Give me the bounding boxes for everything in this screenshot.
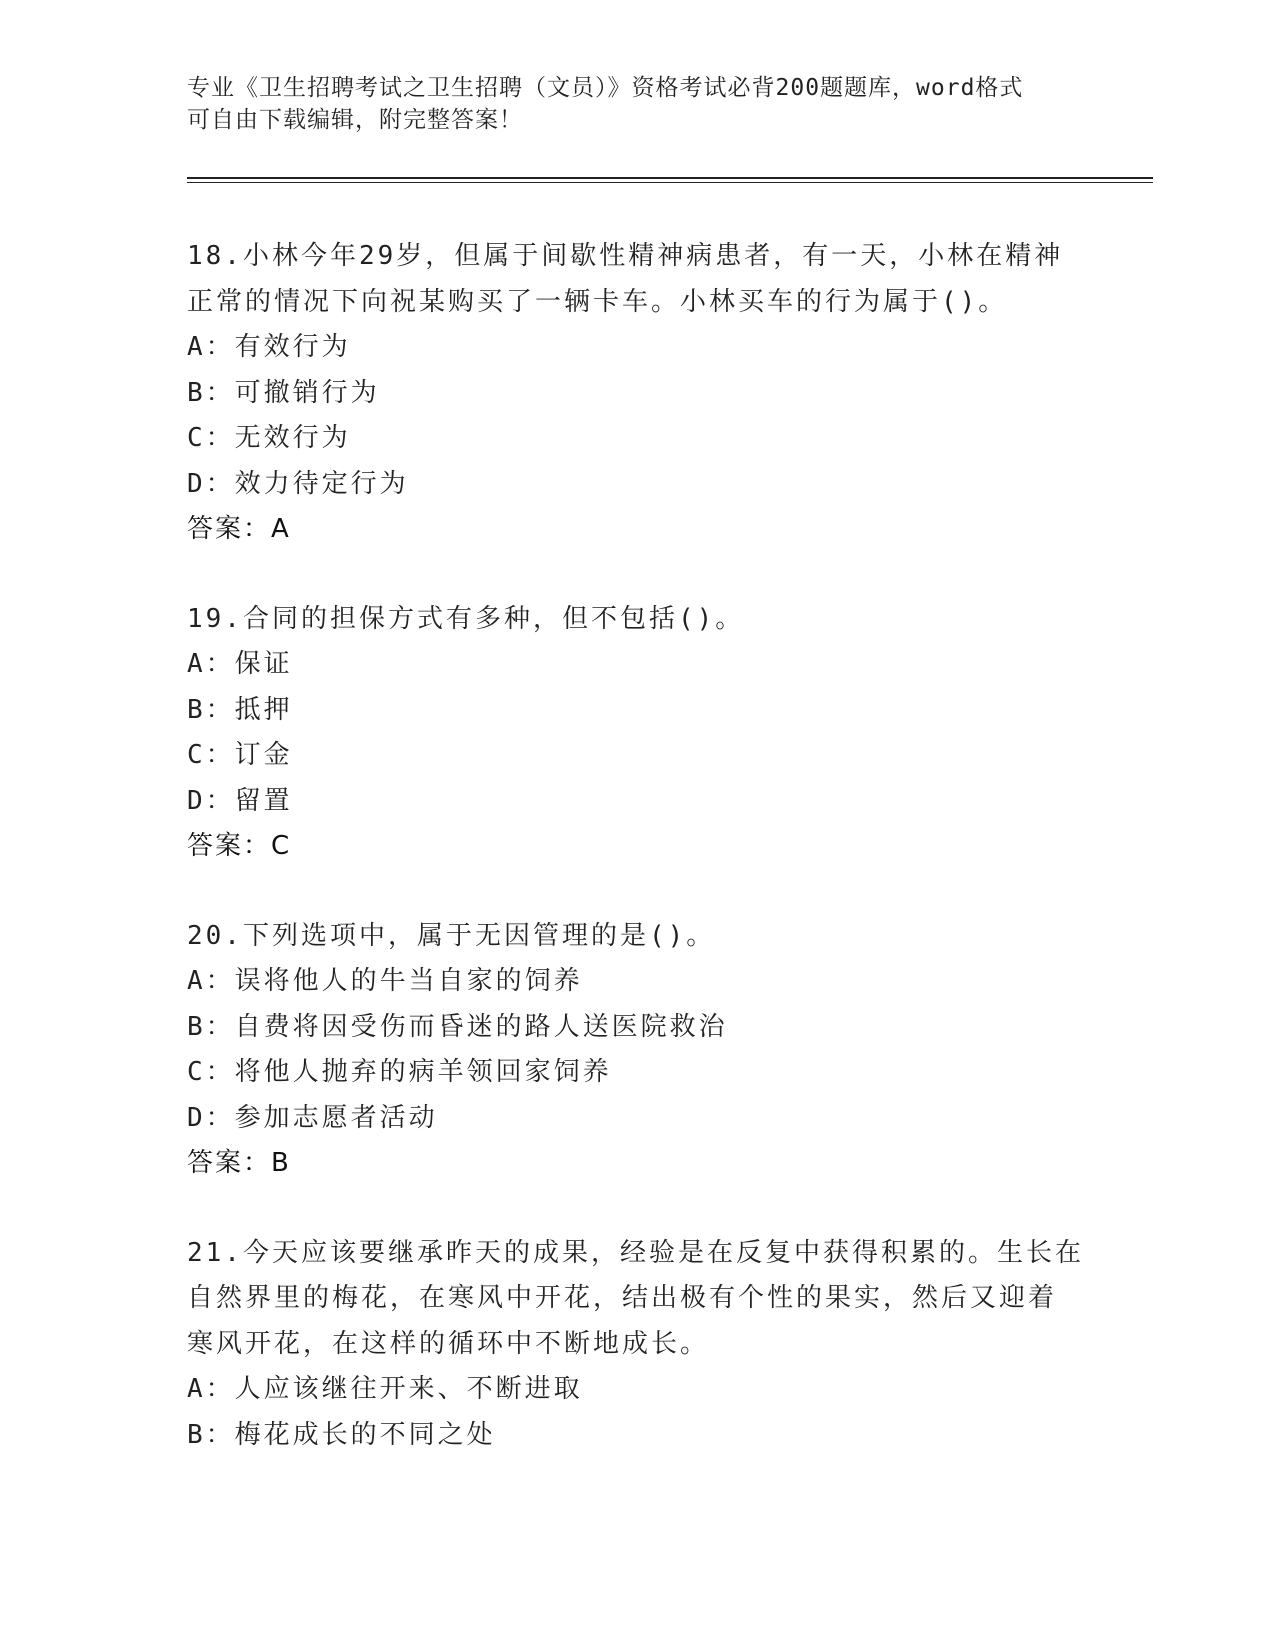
option-b: B：自费将因受伤而昏迷的路人送医院救治 [187,1011,728,1042]
option-b: B：梅花成长的不同之处 [187,1419,496,1450]
question-list [187,234,1087,1502]
option-b: B：可撤销行为 [187,377,380,408]
question-stem-line: 正常的情况下向祝某购买了一辆卡车。小林买车的行为属于()。 [187,286,1008,317]
option-a: A：人应该继往开来、不断进取 [187,1374,583,1404]
question-19 [187,597,1087,870]
question-stem-line: 寒风开花，在这样的循环中不断地成长。 [187,1328,710,1359]
question-stem-line: 19.合同的担保方式有多种，但不包括()。 [187,603,745,634]
question-stem-line: 21.今天应该要继承昨天的成果，经验是在反复中获得积累的。生长在 [187,1237,1084,1268]
question-21 [187,1231,1087,1459]
option-d: D：效力待定行为 [187,468,409,499]
option-c: C：将他人抛弃的病羊领回家饲养 [187,1057,612,1087]
option-a: A：有效行为 [187,332,351,362]
header-divider-thin [187,182,1153,183]
option-b: B：抵押 [187,694,293,725]
option-d: D：留置 [187,785,293,816]
option-c: C：无效行为 [187,423,351,453]
answer-label: 答案：B [187,1148,291,1178]
option-c: C：订金 [187,740,293,770]
question-20 [187,914,1087,1187]
option-a: A：保证 [187,649,293,679]
option-a: A：误将他人的牛当自家的饲养 [187,966,583,996]
option-d: D：参加志愿者活动 [187,1102,438,1133]
question-stem-line: 18.小林今年29岁，但属于间歇性精神病患者，有一天，小林在精神 [187,241,1064,271]
question-stem-line: 20.下列选项中，属于无因管理的是()。 [187,920,716,951]
question-stem-line: 自然界里的梅花，在寒风中开花，结出极有个性的果实，然后又迎着 [187,1283,1058,1313]
answer-label: 答案：A [187,514,291,544]
header-divider-thick [187,177,1153,179]
answer-label: 答案：C [187,831,292,861]
header-line-1: 专业《卫生招聘考试之卫生招聘（文员）》资格考试必背200题题库，word格式 [187,75,1024,101]
header-line-2: 可自由下载编辑，附完整答案！ [187,107,523,133]
question-18 [187,234,1087,553]
document-header [187,72,1067,136]
